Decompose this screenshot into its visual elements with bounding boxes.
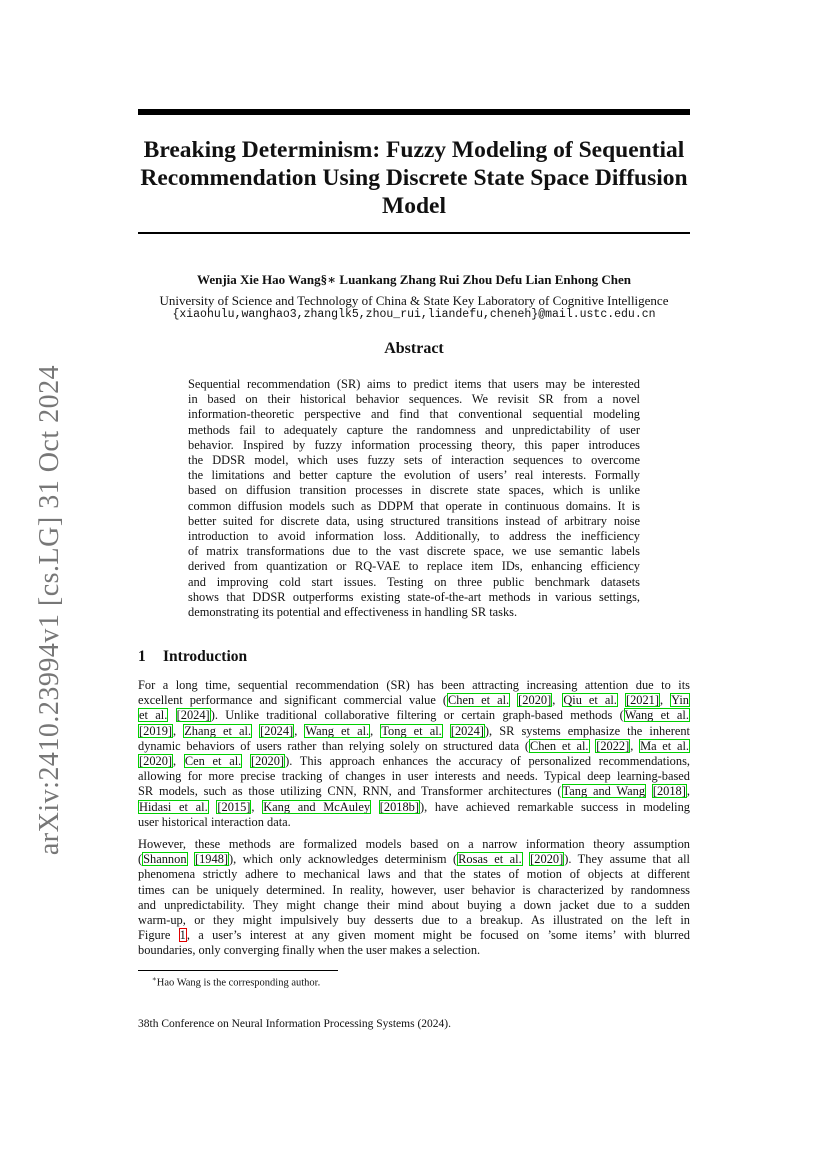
citation-link[interactable]: Shannon xyxy=(143,852,187,867)
citation-link[interactable]: Hidasi et al. xyxy=(139,799,208,814)
text-line xyxy=(138,724,690,739)
text-run: ), SR systems emphasize the inherent xyxy=(484,723,690,738)
section-title: Introduction xyxy=(163,648,248,665)
text-line xyxy=(138,739,690,754)
citation-link[interactable]: [2024] xyxy=(176,708,210,723)
abstract-line: the limitations and better capture the evolution of users’ real interests. Formally xyxy=(188,468,640,483)
text-run: ). Unlike traditional collaborative filtering or certain graph-based methods ( xyxy=(210,708,624,723)
text-run: ( xyxy=(138,852,143,867)
text-run: , xyxy=(686,784,690,799)
text-run: Figure xyxy=(138,928,179,943)
text-line: boundaries, only converging finally when the user makes a selection. xyxy=(138,943,481,958)
footnote-text: Hao Wang is the corresponding author. xyxy=(156,977,321,989)
citation-link[interactable]: [2022] xyxy=(596,738,630,753)
text-line: phenomena strictly adhere to mechanical laws and that the states of motion of objects at different xyxy=(138,867,690,882)
citation-link[interactable]: Wang et al. xyxy=(624,708,689,723)
citation-link[interactable]: Cen et al. xyxy=(184,754,242,769)
abstract-line: behavior. Inspired by fuzzy information processing theory, this paper introduces xyxy=(188,437,640,452)
citation-link[interactable]: [2024] xyxy=(260,723,294,738)
text-line xyxy=(138,708,690,723)
paper-title xyxy=(120,136,708,220)
text-run: , xyxy=(659,693,671,708)
text-run: , a user’s interest at any given moment might be focused on ’some items’ with blurred xyxy=(186,928,690,943)
text-run: , xyxy=(630,738,640,753)
abstract-line: the DDSR model, which uses fuzzy sets of interaction sequences to overcome xyxy=(188,453,640,468)
text-line: For a long time, sequential recommendation (SR) has been attracting increasing attention due to its xyxy=(138,678,690,692)
citation-link[interactable]: Wang et al. xyxy=(305,723,370,738)
citation-link[interactable]: Ma et al. xyxy=(640,738,689,753)
text-line: However, these methods are formalized models based on a narrow information theory assumption xyxy=(138,837,690,851)
text-line xyxy=(138,852,690,867)
text-line xyxy=(138,800,690,815)
text-run: SR models, such as those utilizing CNN, RNN, and Transformer architectures ( xyxy=(138,784,562,799)
title-line: Model xyxy=(382,193,446,219)
abstract-body xyxy=(188,377,640,620)
citation-link[interactable]: [2019] xyxy=(139,723,173,738)
text-line xyxy=(138,928,690,943)
author-emails: {xiaohulu,wanghao3,zhanglk5,zhou_rui,liandefu,cheneh}@mail.ustc.edu.cn xyxy=(172,308,656,321)
citation-link[interactable]: Zhang et al. xyxy=(184,723,252,738)
text-run: , xyxy=(294,723,305,738)
citation-link[interactable]: et al. xyxy=(139,708,168,723)
figure-link[interactable]: 1 xyxy=(179,928,186,943)
citation-link[interactable]: [2020] xyxy=(530,852,564,867)
abstract-line: methods fail to adequately capture the randomness and unpredictability of user xyxy=(188,422,640,437)
abstract-line: introduction to avoid information loss. Additionally, to address the inefficiency xyxy=(188,529,640,544)
abstract-line: common diffusion models such as DDPM that operate in continuous domains. It is xyxy=(188,498,640,513)
abstract-line: based on diffusion transition processes in discrete state spaces, which is unlike xyxy=(188,483,640,498)
citation-link[interactable]: Kang and McAuley xyxy=(263,799,371,814)
text-run: , xyxy=(552,693,563,708)
abstract-line: derived from quantization or RQ-VAE to replace item IDs, enhancing efficiency xyxy=(188,559,640,574)
affiliation: University of Science and Technology of China & State Key Laboratory of Cognitive Intelligence xyxy=(159,293,669,308)
arxiv-stamp: arXiv:2410.23994v1 [cs.LG] 31 Oct 2024 xyxy=(34,364,65,856)
text-run: , xyxy=(173,723,184,738)
citation-link[interactable]: Yin xyxy=(671,693,689,708)
citation-link[interactable]: Chen et al. xyxy=(529,738,589,753)
text-run: ), which only acknowledges determinism ( xyxy=(229,852,458,867)
text-run: , xyxy=(251,799,263,814)
citation-link[interactable]: Tang and Wang xyxy=(562,784,646,799)
citation-link[interactable]: [2018] xyxy=(652,784,686,799)
citation-link[interactable]: [1948] xyxy=(194,852,229,867)
intro-paragraph-2 xyxy=(138,837,690,959)
text-run: ), have achieved remarkable success in modeling xyxy=(420,799,690,814)
title-bottom-rule xyxy=(138,232,690,234)
citation-link[interactable]: [2024] xyxy=(450,723,484,738)
text-line xyxy=(138,784,690,799)
text-run: excellent performance and significant commercial value ( xyxy=(138,693,447,708)
venue-note: 38th Conference on Neural Information Processing Systems (2024). xyxy=(138,1018,451,1030)
footnote-mark: ∗ xyxy=(152,975,157,983)
title-line: Breaking Determinism: Fuzzy Modeling of Sequential xyxy=(143,137,685,163)
text-run: , xyxy=(173,754,184,769)
citation-link[interactable]: [2020] xyxy=(139,754,173,769)
abstract-line: and improving cold start issues. Testing on three public benchmark datasets xyxy=(188,574,640,589)
abstract-line: Sequential recommendation (SR) aims to predict items that users may be interested xyxy=(188,377,640,391)
abstract-line: shows that DDSR outperforms existing state-of-the-art methods in various settings, xyxy=(188,589,640,604)
abstract-line: demonstrating its potential and effectiveness in handling SR tasks. xyxy=(188,605,518,620)
text-line: times can be uniquely determined. In reality, however, user behavior is characterized by randomness xyxy=(138,882,690,897)
text-run: , xyxy=(370,723,381,738)
text-line: warm-up, or they might impulsively buy desserts due to a breakup. As illustrated on the left in xyxy=(138,913,690,928)
intro-paragraph-1 xyxy=(138,678,690,830)
footnote xyxy=(152,975,320,989)
text-line: and unpredictability. They might change their mind about buying a down jacket due to a sudden xyxy=(138,897,690,912)
text-run: dynamic behaviors of users rather than relying solely on structured data ( xyxy=(138,738,529,753)
citation-link[interactable]: Rosas et al. xyxy=(458,852,522,867)
abstract-line: better suited for discrete data, using structured transitions instead of arbitrary noise xyxy=(188,513,640,528)
author-list: Wenjia Xie Hao Wang§∗ Luankang Zhang Rui Zhou Defu Lian Enhong Chen xyxy=(197,272,631,287)
section-number: 1 xyxy=(138,648,146,665)
citation-link[interactable]: [2015] xyxy=(217,799,251,814)
citation-link[interactable]: [2018b] xyxy=(379,799,419,814)
citation-link[interactable]: [2021] xyxy=(625,693,659,708)
abstract-line: in based on their historical behavior sequences. We revisit SR from a novel xyxy=(188,392,640,407)
footnote-rule xyxy=(138,970,338,971)
title-line: Recommendation Using Discrete State Space Diffusion xyxy=(140,165,688,191)
abstract-line: of matrix transformations due to the vast discrete space, we use semantic labels xyxy=(188,544,640,559)
abstract-heading: Abstract xyxy=(384,340,444,357)
section-heading xyxy=(138,648,247,666)
citation-link[interactable]: Qiu et al. xyxy=(563,693,617,708)
text-line xyxy=(138,754,690,769)
text-run: ). They assume that all xyxy=(564,852,690,867)
citation-link[interactable]: [2020] xyxy=(251,754,285,769)
text-line xyxy=(138,693,690,708)
text-run: ). This approach enhances the accuracy of personalized recommendations, xyxy=(285,754,690,769)
citation-link[interactable]: [2020] xyxy=(518,693,552,708)
text-line: allowing for more precise tracking of changes in user interests and needs. Typical deep learning-based xyxy=(138,769,690,784)
title-top-rule xyxy=(138,109,690,115)
citation-link[interactable]: Tong et al. xyxy=(381,723,442,738)
text-line: user historical interaction data. xyxy=(138,814,291,829)
citation-link[interactable]: Chen et al. xyxy=(448,693,510,708)
abstract-line: information-theoretic perspective and find that conventional sequential modeling xyxy=(188,407,640,422)
